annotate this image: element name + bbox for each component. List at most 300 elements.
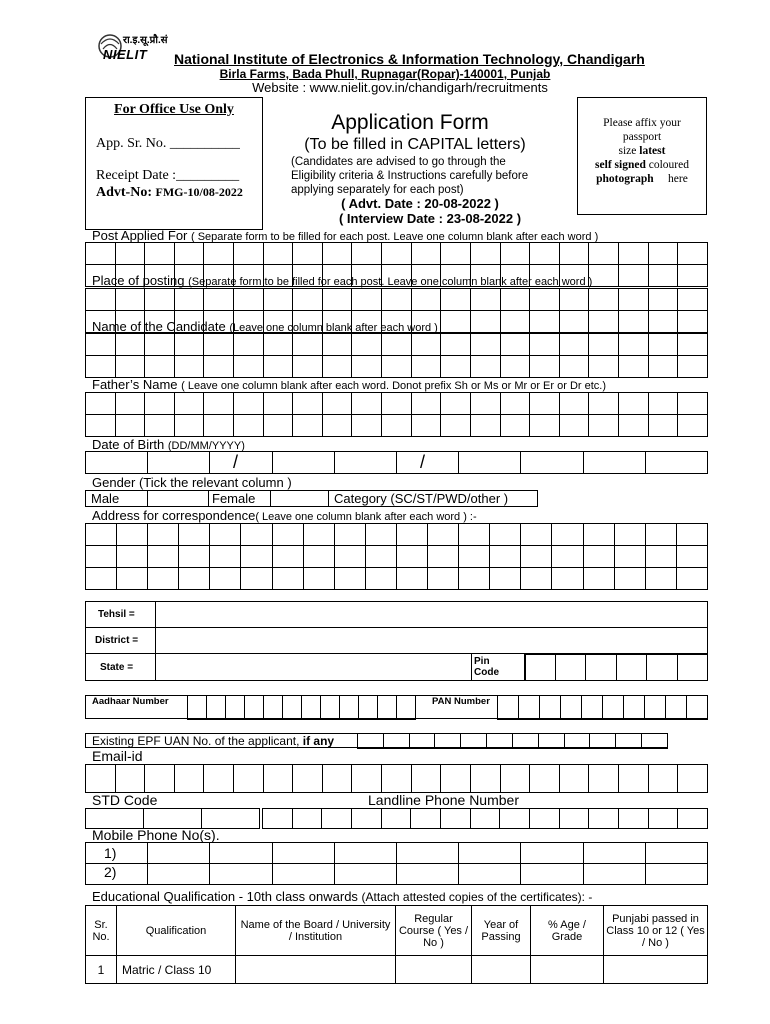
- char-box[interactable]: [521, 452, 583, 474]
- char-box[interactable]: [552, 524, 583, 546]
- char-box[interactable]: [618, 311, 648, 333]
- char-box[interactable]: [618, 415, 648, 437]
- char-box[interactable]: [530, 334, 560, 356]
- char-box[interactable]: [188, 696, 207, 720]
- char-box[interactable]: [272, 568, 303, 590]
- char-box[interactable]: [204, 289, 234, 311]
- char-box[interactable]: [382, 356, 412, 378]
- char-box[interactable]: [530, 415, 560, 437]
- char-box[interactable]: [381, 809, 411, 829]
- char-box[interactable]: [234, 289, 264, 311]
- char-box[interactable]: [618, 393, 648, 415]
- char-box[interactable]: [283, 696, 302, 720]
- gender-category-row[interactable]: [85, 490, 538, 507]
- row-punjabi-field[interactable]: [604, 956, 708, 984]
- char-box[interactable]: [645, 452, 707, 474]
- char-box[interactable]: [470, 415, 500, 437]
- char-box[interactable]: [148, 864, 210, 885]
- char-box[interactable]: [115, 415, 145, 437]
- char-box[interactable]: [352, 356, 382, 378]
- char-box[interactable]: [263, 356, 293, 378]
- char-box[interactable]: [559, 243, 589, 265]
- char-box[interactable]: [589, 311, 619, 333]
- char-box[interactable]: [645, 843, 707, 864]
- char-box[interactable]: [589, 243, 619, 265]
- address-grid-table[interactable]: [85, 523, 708, 590]
- district-field[interactable]: [156, 628, 708, 654]
- char-box[interactable]: [411, 415, 441, 437]
- char-box[interactable]: [618, 265, 648, 287]
- char-box[interactable]: [583, 452, 645, 474]
- char-box[interactable]: [365, 546, 396, 568]
- char-box[interactable]: [555, 655, 586, 681]
- char-box[interactable]: [500, 393, 530, 415]
- char-box[interactable]: [351, 809, 381, 829]
- char-box[interactable]: [396, 843, 458, 864]
- mobile-grid-table[interactable]: [85, 842, 708, 885]
- char-box[interactable]: [334, 843, 396, 864]
- char-box[interactable]: [241, 524, 272, 546]
- char-box[interactable]: [174, 334, 204, 356]
- char-box[interactable]: [272, 452, 334, 474]
- char-box[interactable]: [470, 334, 500, 356]
- char-box[interactable]: [498, 696, 519, 720]
- char-box[interactable]: [396, 524, 427, 546]
- char-box[interactable]: [148, 568, 179, 590]
- char-box[interactable]: [461, 734, 487, 749]
- char-box[interactable]: [603, 696, 624, 720]
- char-box[interactable]: [676, 524, 707, 546]
- char-box[interactable]: [321, 696, 340, 720]
- char-box[interactable]: [303, 524, 334, 546]
- char-box[interactable]: [293, 289, 323, 311]
- epf-grid-table[interactable]: [357, 733, 668, 749]
- char-box[interactable]: [241, 546, 272, 568]
- char-box[interactable]: [352, 289, 382, 311]
- char-box[interactable]: [470, 243, 500, 265]
- char-box[interactable]: [378, 696, 397, 720]
- char-box[interactable]: [397, 696, 416, 720]
- char-box[interactable]: [148, 524, 179, 546]
- char-box[interactable]: [202, 809, 260, 829]
- char-box[interactable]: [382, 243, 412, 265]
- photo-box[interactable]: [577, 97, 707, 215]
- char-box[interactable]: [293, 334, 323, 356]
- char-box[interactable]: [210, 452, 272, 474]
- char-box[interactable]: [234, 334, 264, 356]
- char-box[interactable]: [263, 765, 293, 793]
- char-box[interactable]: [115, 765, 145, 793]
- char-box[interactable]: [293, 243, 323, 265]
- char-box[interactable]: [334, 524, 365, 546]
- tehsil-field[interactable]: [156, 602, 708, 628]
- female-checkbox[interactable]: [271, 491, 329, 507]
- char-box[interactable]: [589, 393, 619, 415]
- char-box[interactable]: [582, 696, 603, 720]
- char-box[interactable]: [263, 243, 293, 265]
- char-box[interactable]: [263, 809, 293, 829]
- char-box[interactable]: [352, 334, 382, 356]
- char-box[interactable]: [293, 393, 323, 415]
- char-box[interactable]: [648, 243, 678, 265]
- char-box[interactable]: [204, 765, 234, 793]
- char-box[interactable]: [117, 524, 148, 546]
- char-box[interactable]: [559, 393, 589, 415]
- char-box[interactable]: [678, 311, 708, 333]
- char-box[interactable]: [272, 546, 303, 568]
- char-box[interactable]: [648, 289, 678, 311]
- char-box[interactable]: [470, 356, 500, 378]
- char-box[interactable]: [583, 864, 645, 885]
- char-box[interactable]: [666, 696, 687, 720]
- char-box[interactable]: [148, 546, 179, 568]
- char-box[interactable]: [648, 311, 678, 333]
- char-box[interactable]: [204, 415, 234, 437]
- char-box[interactable]: [322, 809, 352, 829]
- char-box[interactable]: [678, 415, 708, 437]
- char-box[interactable]: [500, 311, 530, 333]
- row-board-field[interactable]: [236, 956, 396, 984]
- char-box[interactable]: [540, 696, 561, 720]
- char-box[interactable]: [583, 546, 614, 568]
- char-box[interactable]: [179, 524, 210, 546]
- dob-grid-table[interactable]: [85, 451, 708, 474]
- char-box[interactable]: [459, 568, 490, 590]
- char-box[interactable]: [322, 356, 352, 378]
- char-box[interactable]: [648, 393, 678, 415]
- char-box[interactable]: [500, 356, 530, 378]
- char-box[interactable]: [115, 289, 145, 311]
- char-box[interactable]: [322, 334, 352, 356]
- char-box[interactable]: [382, 334, 412, 356]
- char-box[interactable]: [583, 843, 645, 864]
- char-box[interactable]: [334, 546, 365, 568]
- char-box[interactable]: [293, 356, 323, 378]
- char-box[interactable]: [145, 765, 175, 793]
- char-box[interactable]: [645, 696, 666, 720]
- char-box[interactable]: [589, 415, 619, 437]
- char-box[interactable]: [352, 415, 382, 437]
- email-grid-table[interactable]: [85, 764, 708, 793]
- char-box[interactable]: [645, 568, 676, 590]
- char-box[interactable]: [441, 334, 471, 356]
- char-box[interactable]: [86, 809, 144, 829]
- char-box[interactable]: [678, 289, 708, 311]
- char-box[interactable]: [614, 546, 645, 568]
- male-checkbox[interactable]: [148, 491, 209, 507]
- char-box[interactable]: [519, 696, 540, 720]
- char-box[interactable]: [145, 334, 175, 356]
- char-box[interactable]: [647, 655, 678, 681]
- char-box[interactable]: [645, 546, 676, 568]
- char-box[interactable]: [210, 524, 241, 546]
- char-box[interactable]: [470, 765, 500, 793]
- pan-grid-table[interactable]: [497, 695, 708, 720]
- char-box[interactable]: [618, 809, 648, 829]
- char-box[interactable]: [616, 655, 647, 681]
- char-box[interactable]: [583, 568, 614, 590]
- char-box[interactable]: [86, 568, 117, 590]
- char-box[interactable]: [86, 393, 116, 415]
- char-box[interactable]: [86, 864, 148, 885]
- char-box[interactable]: [396, 568, 427, 590]
- char-box[interactable]: [145, 356, 175, 378]
- char-box[interactable]: [589, 356, 619, 378]
- char-box[interactable]: [86, 356, 116, 378]
- char-box[interactable]: [86, 334, 116, 356]
- char-box[interactable]: [583, 524, 614, 546]
- char-box[interactable]: [263, 415, 293, 437]
- char-box[interactable]: [500, 334, 530, 356]
- char-box[interactable]: [559, 415, 589, 437]
- char-box[interactable]: [179, 546, 210, 568]
- char-box[interactable]: [618, 243, 648, 265]
- char-box[interactable]: [441, 765, 471, 793]
- char-box[interactable]: [614, 524, 645, 546]
- char-box[interactable]: [678, 334, 708, 356]
- char-box[interactable]: [618, 765, 648, 793]
- char-box[interactable]: [441, 289, 471, 311]
- char-box[interactable]: [174, 415, 204, 437]
- char-box[interactable]: [396, 546, 427, 568]
- char-box[interactable]: [204, 356, 234, 378]
- char-box[interactable]: [115, 393, 145, 415]
- char-box[interactable]: [441, 393, 471, 415]
- char-box[interactable]: [500, 243, 530, 265]
- char-box[interactable]: [618, 356, 648, 378]
- char-box[interactable]: [678, 356, 708, 378]
- char-box[interactable]: [559, 356, 589, 378]
- char-box[interactable]: [396, 864, 458, 885]
- char-box[interactable]: [642, 734, 668, 749]
- char-box[interactable]: [589, 765, 619, 793]
- char-box[interactable]: [293, 415, 323, 437]
- char-box[interactable]: [322, 393, 352, 415]
- char-box[interactable]: [207, 696, 226, 720]
- char-box[interactable]: [552, 546, 583, 568]
- char-box[interactable]: [678, 809, 708, 829]
- char-box[interactable]: [521, 524, 552, 546]
- char-box[interactable]: [459, 864, 521, 885]
- char-box[interactable]: [86, 289, 116, 311]
- char-box[interactable]: [359, 696, 378, 720]
- char-box[interactable]: [322, 415, 352, 437]
- char-box[interactable]: [334, 864, 396, 885]
- char-box[interactable]: [561, 696, 582, 720]
- char-box[interactable]: [441, 243, 471, 265]
- char-box[interactable]: [490, 546, 521, 568]
- father-name-grid-table[interactable]: [85, 392, 708, 437]
- char-box[interactable]: [352, 393, 382, 415]
- char-box[interactable]: [648, 334, 678, 356]
- char-box[interactable]: [490, 568, 521, 590]
- row-year-field[interactable]: [472, 956, 531, 984]
- char-box[interactable]: [86, 546, 117, 568]
- char-box[interactable]: [352, 243, 382, 265]
- char-box[interactable]: [382, 289, 412, 311]
- char-box[interactable]: [616, 734, 642, 749]
- char-box[interactable]: [552, 568, 583, 590]
- char-box[interactable]: [441, 311, 471, 333]
- char-box[interactable]: [618, 289, 648, 311]
- char-box[interactable]: [322, 289, 352, 311]
- char-box[interactable]: [500, 809, 530, 829]
- char-box[interactable]: [174, 243, 204, 265]
- char-box[interactable]: [530, 765, 560, 793]
- char-box[interactable]: [145, 243, 175, 265]
- char-box[interactable]: [234, 243, 264, 265]
- char-box[interactable]: [521, 843, 583, 864]
- char-box[interactable]: [241, 568, 272, 590]
- char-box[interactable]: [322, 765, 352, 793]
- char-box[interactable]: [303, 568, 334, 590]
- char-box[interactable]: [559, 334, 589, 356]
- char-box[interactable]: [678, 393, 708, 415]
- char-box[interactable]: [530, 311, 560, 333]
- char-box[interactable]: [210, 546, 241, 568]
- char-box[interactable]: [272, 524, 303, 546]
- char-box[interactable]: [340, 696, 359, 720]
- char-box[interactable]: [618, 334, 648, 356]
- char-box[interactable]: [470, 393, 500, 415]
- char-box[interactable]: [559, 809, 589, 829]
- char-box[interactable]: [174, 393, 204, 415]
- char-box[interactable]: [174, 289, 204, 311]
- char-box[interactable]: [441, 356, 471, 378]
- char-box[interactable]: [678, 765, 708, 793]
- char-box[interactable]: [86, 243, 116, 265]
- char-box[interactable]: [490, 524, 521, 546]
- char-box[interactable]: [409, 734, 435, 749]
- char-box[interactable]: [648, 809, 678, 829]
- char-box[interactable]: [272, 864, 334, 885]
- char-box[interactable]: [174, 765, 204, 793]
- char-box[interactable]: [204, 334, 234, 356]
- char-box[interactable]: [459, 546, 490, 568]
- char-box[interactable]: [648, 265, 678, 287]
- char-box[interactable]: [411, 393, 441, 415]
- char-box[interactable]: [148, 843, 210, 864]
- char-box[interactable]: [648, 356, 678, 378]
- char-box[interactable]: [210, 843, 272, 864]
- char-box[interactable]: [470, 289, 500, 311]
- char-box[interactable]: [411, 334, 441, 356]
- char-box[interactable]: [459, 843, 521, 864]
- char-box[interactable]: [382, 765, 412, 793]
- char-box[interactable]: [334, 452, 396, 474]
- char-box[interactable]: [559, 311, 589, 333]
- char-box[interactable]: [358, 734, 384, 749]
- char-box[interactable]: [117, 568, 148, 590]
- char-box[interactable]: [521, 864, 583, 885]
- pin-code-grid-table[interactable]: [524, 654, 708, 681]
- char-box[interactable]: [678, 243, 708, 265]
- char-box[interactable]: [382, 415, 412, 437]
- char-box[interactable]: [589, 809, 619, 829]
- landline-grid-table[interactable]: [262, 808, 708, 829]
- char-box[interactable]: [303, 546, 334, 568]
- state-field[interactable]: [156, 654, 472, 681]
- char-box[interactable]: [440, 809, 470, 829]
- char-box[interactable]: [678, 265, 708, 287]
- char-box[interactable]: [245, 696, 264, 720]
- char-box[interactable]: [334, 568, 365, 590]
- char-box[interactable]: [459, 524, 490, 546]
- char-box[interactable]: [365, 568, 396, 590]
- char-box[interactable]: [530, 356, 560, 378]
- char-box[interactable]: [428, 546, 459, 568]
- char-box[interactable]: [500, 765, 530, 793]
- char-box[interactable]: [411, 356, 441, 378]
- char-box[interactable]: [676, 568, 707, 590]
- char-box[interactable]: [234, 765, 264, 793]
- char-box[interactable]: [396, 452, 458, 474]
- char-box[interactable]: [352, 765, 382, 793]
- char-box[interactable]: [145, 393, 175, 415]
- char-box[interactable]: [272, 843, 334, 864]
- char-box[interactable]: [648, 765, 678, 793]
- row-age-field[interactable]: [531, 956, 604, 984]
- char-box[interactable]: [645, 524, 676, 546]
- char-box[interactable]: [500, 289, 530, 311]
- char-box[interactable]: [263, 393, 293, 415]
- char-box[interactable]: [86, 415, 116, 437]
- char-box[interactable]: [86, 843, 148, 864]
- std-code-grid-table[interactable]: [85, 808, 260, 829]
- char-box[interactable]: [411, 289, 441, 311]
- char-box[interactable]: [302, 696, 321, 720]
- char-box[interactable]: [530, 289, 560, 311]
- char-box[interactable]: [115, 356, 145, 378]
- char-box[interactable]: [512, 734, 538, 749]
- char-box[interactable]: [365, 524, 396, 546]
- char-box[interactable]: [86, 524, 117, 546]
- char-box[interactable]: [383, 734, 409, 749]
- char-box[interactable]: [234, 415, 264, 437]
- char-box[interactable]: [645, 864, 707, 885]
- char-box[interactable]: [174, 356, 204, 378]
- char-box[interactable]: [487, 734, 513, 749]
- char-box[interactable]: [676, 546, 707, 568]
- char-box[interactable]: [614, 568, 645, 590]
- char-box[interactable]: [322, 243, 352, 265]
- char-box[interactable]: [411, 243, 441, 265]
- char-box[interactable]: [210, 864, 272, 885]
- char-box[interactable]: [564, 734, 590, 749]
- char-box[interactable]: [500, 415, 530, 437]
- char-box[interactable]: [264, 696, 283, 720]
- char-box[interactable]: [589, 289, 619, 311]
- char-box[interactable]: [86, 765, 116, 793]
- char-box[interactable]: [529, 809, 559, 829]
- char-box[interactable]: [470, 809, 500, 829]
- char-box[interactable]: [145, 289, 175, 311]
- char-box[interactable]: [435, 734, 461, 749]
- char-box[interactable]: [263, 289, 293, 311]
- char-box[interactable]: [144, 809, 202, 829]
- char-box[interactable]: [589, 334, 619, 356]
- char-box[interactable]: [590, 734, 616, 749]
- char-box[interactable]: [586, 655, 617, 681]
- aadhaar-grid-table[interactable]: [187, 695, 416, 720]
- char-box[interactable]: [525, 655, 556, 681]
- char-box[interactable]: [530, 393, 560, 415]
- char-box[interactable]: [521, 568, 552, 590]
- char-box[interactable]: [589, 265, 619, 287]
- char-box[interactable]: [559, 765, 589, 793]
- char-box[interactable]: [459, 452, 521, 474]
- char-box[interactable]: [538, 734, 564, 749]
